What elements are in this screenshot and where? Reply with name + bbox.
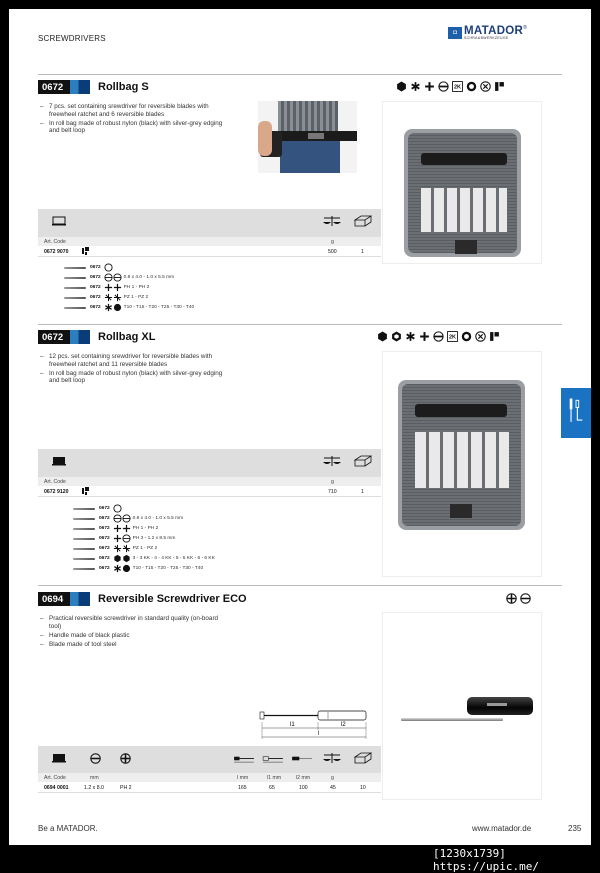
socket-icon xyxy=(104,263,113,272)
weight-value: 45 xyxy=(330,784,336,791)
ratchet-handle-icon xyxy=(82,247,90,255)
feature-item: – In roll bag made of robust nylon (black) with silver-grey edging and belt loop xyxy=(40,370,225,385)
col-mm: mm xyxy=(90,774,99,781)
ratchet-handle-icon xyxy=(82,487,90,495)
blade-row: 0672 3 - 3 KK - 4 - 4 KK - 5 - 5 KK - 6 - 6 KK xyxy=(73,554,215,563)
reversible-blade-icon xyxy=(480,81,491,92)
col-length: l mm xyxy=(237,774,249,781)
dim-label-l2: l2 xyxy=(341,722,346,728)
page-category: SCREWDRIVERS xyxy=(38,34,106,43)
hex-socket-icon xyxy=(396,81,407,92)
slotted-icon xyxy=(113,514,131,523)
feature-item: – 12 pcs. set containing srewdriver for reversible blades with freewheel ratchet and 11 reversible blades xyxy=(40,353,225,368)
brand-logo xyxy=(448,25,527,40)
belt-photo xyxy=(258,101,357,173)
art-code: 0672 9070 xyxy=(44,248,69,255)
blade-row: 0672 PH 3 - 1.2 x 8.5 mm xyxy=(73,534,175,543)
feature-icons xyxy=(377,331,500,342)
col-weight: g xyxy=(331,774,334,781)
slotted-icon xyxy=(438,81,449,92)
pack-value: 1 xyxy=(361,488,364,495)
handle-length-icon xyxy=(291,754,313,763)
case-icon xyxy=(52,216,66,226)
feature-item: – In roll bag made of robust nylon (black) with silver-grey edging and belt loop xyxy=(40,120,225,135)
phillips-icon xyxy=(104,283,122,292)
phillips-size: PH 2 xyxy=(120,784,132,791)
scale-icon xyxy=(322,455,342,467)
slotted-icon xyxy=(433,331,444,342)
feature-item: – Practical reversible screwdriver in standard quality (on-board tool) xyxy=(40,615,225,630)
torx-icon xyxy=(104,303,122,312)
case-icon xyxy=(52,753,66,763)
feature-list xyxy=(40,103,225,136)
rollbag-xl-photo xyxy=(383,352,541,576)
blade-row: 0672 PZ 1 - PZ 2 xyxy=(64,293,148,302)
rollbag-s-photo xyxy=(383,102,541,263)
l1-value: 65 xyxy=(269,784,275,791)
blade-row: 0672 PH 1 - PH 2 xyxy=(64,283,149,292)
weight-value: 710 xyxy=(328,488,337,495)
torx-icon xyxy=(410,81,421,92)
weight-value: 500 xyxy=(328,248,337,255)
hex-icon xyxy=(113,554,131,563)
ratchet-icon xyxy=(466,81,477,92)
socket-icon xyxy=(113,504,122,513)
brand-logo-icon: ◘ xyxy=(448,27,462,39)
section-code: 0672 xyxy=(38,80,90,94)
dim-label-l1: l1 xyxy=(290,722,295,728)
col-l2: l2 mm xyxy=(296,774,311,781)
phillips-icon xyxy=(419,331,430,342)
length-icon xyxy=(233,754,255,763)
table-row xyxy=(38,487,381,497)
brand-subtitle: SCHRAUBWERKZEUGE xyxy=(464,36,509,40)
length-value: 165 xyxy=(238,784,247,791)
col-weight: g xyxy=(331,478,334,485)
blade-row: 0672 PH 1 - PH 2 xyxy=(73,524,158,533)
torx-icon xyxy=(405,331,416,342)
phillips-icon xyxy=(120,753,131,764)
slotted-icon xyxy=(520,593,531,604)
section-code: 0672 xyxy=(38,330,90,344)
torx-icon xyxy=(113,564,131,573)
section-header-screwdriver-eco xyxy=(38,592,247,606)
col-art-code: Art. Code xyxy=(44,774,66,781)
phillips-icon xyxy=(424,81,435,92)
pack-unit-icon xyxy=(353,455,373,467)
col-art-code: Art. Code xyxy=(44,238,66,245)
blade-row: 0672 T10 - T15 - T20 - T25 - T30 - T40 xyxy=(64,303,194,312)
phillips-slotted-icon xyxy=(113,534,131,543)
pozidriv-icon xyxy=(113,544,131,553)
feature-item: – Blade made of tool steel xyxy=(40,641,225,649)
col-weight: g xyxy=(331,238,334,245)
scale-icon xyxy=(322,215,342,227)
ratchet-icon xyxy=(461,331,472,342)
section-header-rollbag-s xyxy=(38,80,149,94)
col-art-code: Art. Code xyxy=(44,478,66,485)
reversible-blade-icon xyxy=(475,331,486,342)
svg-text:2K: 2K xyxy=(448,334,457,341)
footer-slogan: Be a MATADOR. xyxy=(38,824,98,833)
feature-list xyxy=(40,353,225,386)
chapter-tab xyxy=(561,388,591,438)
svg-text:2K: 2K xyxy=(453,84,462,91)
slot-size: 1.2 x 8.0 xyxy=(84,784,104,791)
section-divider xyxy=(38,585,562,586)
table-subheader xyxy=(38,773,381,782)
set-pieces-icon xyxy=(489,331,500,342)
watermark: [1230x1739] https://upic.me/ xyxy=(433,847,539,873)
phillips-icon xyxy=(113,524,131,533)
brand-registered: ® xyxy=(523,25,527,31)
scale-icon xyxy=(322,752,342,764)
phillips-icon xyxy=(506,593,517,604)
2k-handle-icon xyxy=(452,81,463,92)
feature-icons xyxy=(506,593,531,604)
table-header xyxy=(38,209,381,237)
footer-url[interactable]: www.matador.de xyxy=(472,824,532,833)
blade-length-icon xyxy=(262,754,284,763)
blade-row: 0672 0.8 x 4.0 - 1.0 x 5.5 mm xyxy=(73,514,183,523)
art-code: 0672 9120 xyxy=(44,488,69,495)
blade-row: 0672 PZ 1 - PZ 2 xyxy=(73,544,157,553)
table-row xyxy=(38,783,381,793)
section-header-rollbag-xl xyxy=(38,330,155,344)
section-code: 0694 xyxy=(38,592,90,606)
blade-row: 0672 T10 - T15 - T20 - T25 - T30 - T40 xyxy=(73,564,203,573)
hex-socket-icon xyxy=(377,331,388,342)
table-subheader xyxy=(38,237,381,246)
screwdriver-eco-photo xyxy=(383,613,541,799)
page-number: 235 xyxy=(568,824,582,833)
art-code: 0694 0001 xyxy=(44,784,69,791)
l2-value: 100 xyxy=(299,784,308,791)
case-icon xyxy=(52,456,66,466)
table-row xyxy=(38,247,381,257)
dim-label-l: l xyxy=(318,731,320,737)
2k-handle-icon xyxy=(447,331,458,342)
section-title: Rollbag XL xyxy=(98,331,156,343)
screwdriver-tab-icon xyxy=(567,398,585,426)
pack-value: 10 xyxy=(360,784,366,791)
slotted-icon xyxy=(90,753,101,764)
blade-row: 0672 0.8 x 4.0 - 1.0 x 5.5 mm xyxy=(64,273,174,282)
set-pieces-icon xyxy=(494,81,505,92)
table-header xyxy=(38,449,381,477)
blade-row: 0672 xyxy=(64,263,115,272)
hex-key-icon xyxy=(391,331,402,342)
section-title: Rollbag S xyxy=(98,81,149,93)
feature-icons xyxy=(396,81,505,92)
slotted-icon xyxy=(104,273,122,282)
blade-row: 0672 xyxy=(73,504,124,513)
pack-unit-icon xyxy=(353,752,373,764)
section-divider xyxy=(38,74,562,75)
section-divider xyxy=(38,324,562,325)
pozidriv-icon xyxy=(104,293,122,302)
catalog-page xyxy=(9,9,591,845)
col-l1: l1 mm xyxy=(267,774,282,781)
feature-item: – Handle made of black plastic xyxy=(40,632,225,640)
brand-name: MATADOR xyxy=(464,25,524,37)
pack-value: 1 xyxy=(361,248,364,255)
feature-item: – 7 pcs. set containing srewdriver for reversible blades with freewheel ratchet and 6 reversible blades xyxy=(40,103,225,118)
table-subheader xyxy=(38,477,381,486)
pack-unit-icon xyxy=(353,215,373,227)
section-title: Reversible Screwdriver ECO xyxy=(98,593,247,605)
feature-list xyxy=(40,615,225,650)
table-header xyxy=(38,746,381,773)
